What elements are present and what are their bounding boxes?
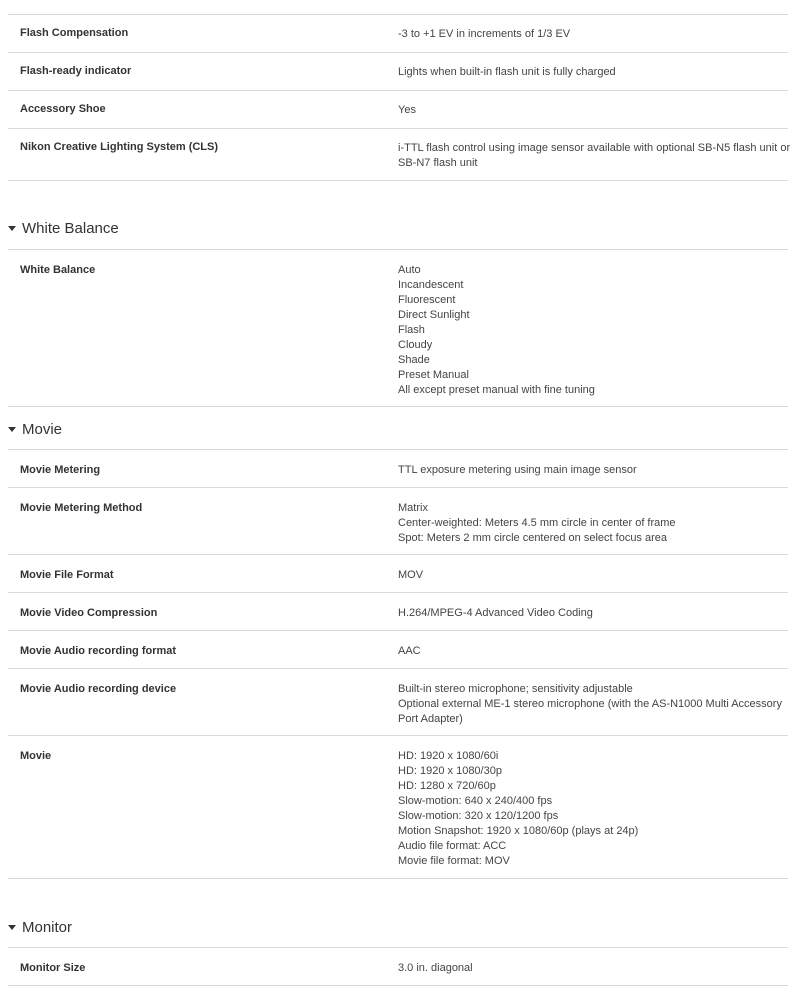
spec-value-line: TTL exposure metering using main image sensor	[398, 464, 637, 476]
spec-value-line: Movie file format: MOV	[398, 855, 510, 867]
spec-value	[398, 593, 768, 630]
spec-value-line: Motion Snapshot: 1920 x 1080/60p (plays at 24p)	[398, 825, 639, 837]
spec-label: Movie Audio recording format	[20, 645, 177, 657]
table-row	[8, 91, 788, 129]
table-row	[8, 15, 788, 53]
spec-value-line: Slow-motion: 640 x 240/400 fps	[398, 795, 553, 807]
spec-value-line: Optional external ME-1 stereo microphone (with the AS-N1000 Multi Accessory	[398, 698, 782, 710]
spec-label: Movie Metering	[20, 464, 101, 476]
spec-value-line: HD: 1920 x 1080/60i	[398, 750, 499, 762]
spec-value-line: Cloudy	[398, 339, 433, 351]
spec-value-line: Center-weighted: Meters 4.5 mm circle in center of frame	[398, 517, 676, 529]
spec-value-line: MOV	[398, 569, 424, 581]
spec-value-line: SB-N7 flash unit	[398, 157, 478, 169]
spec-label: Movie Video Compression	[20, 607, 158, 619]
table-row	[8, 555, 788, 593]
spec-value	[398, 129, 791, 180]
spec-value-line: Built-in stereo microphone; sensitivity adjustable	[398, 683, 633, 695]
spec-value-line: Port Adapter)	[398, 713, 463, 725]
section-title: White Balance	[22, 219, 119, 237]
movie-spec-table	[8, 450, 788, 879]
spec-value	[398, 555, 768, 592]
spec-value-line: Yes	[398, 104, 416, 116]
spec-label: Movie Audio recording device	[20, 683, 177, 695]
spec-value	[398, 15, 768, 52]
caret-down-icon	[8, 427, 16, 432]
spec-label: Movie File Format	[20, 569, 114, 581]
spec-label: Flash Compensation	[20, 27, 129, 39]
spec-value-line: Shade	[398, 354, 430, 366]
spec-value	[398, 488, 768, 554]
spec-value-line: H.264/MPEG-4 Advanced Video Coding	[398, 607, 593, 619]
spec-value-line: Slow-motion: 320 x 120/1200 fps	[398, 810, 559, 822]
spec-value-line: Audio file format: ACC	[398, 840, 507, 852]
spec-value	[398, 948, 768, 985]
spec-value-line: Incandescent	[398, 279, 464, 291]
spec-value	[398, 736, 768, 878]
spec-value	[398, 250, 768, 406]
table-row	[8, 736, 788, 879]
spec-value-line: i-TTL flash control using image sensor available with optional SB-N5 flash unit or	[398, 142, 791, 154]
spec-value	[398, 631, 768, 668]
spec-value-line: HD: 1920 x 1080/30p	[398, 765, 502, 777]
spec-value	[398, 91, 768, 128]
table-row	[8, 53, 788, 91]
section-header-movie[interactable]	[8, 418, 788, 440]
section-header-monitor[interactable]	[8, 916, 788, 938]
spec-value-line: Auto	[398, 264, 421, 276]
spec-value-line: Matrix	[398, 502, 428, 514]
monitor-spec-table	[8, 948, 788, 986]
spec-value-line: -3 to +1 EV in increments of 1/3 EV	[398, 28, 571, 40]
flash-spec-table	[8, 15, 791, 181]
caret-down-icon	[8, 925, 16, 930]
table-row	[8, 129, 791, 181]
spec-label: White Balance	[20, 264, 96, 276]
caret-down-icon	[8, 226, 16, 231]
spec-label: Monitor Size	[20, 962, 86, 974]
spec-value-line: Lights when built-in flash unit is fully charged	[398, 66, 616, 78]
table-row	[8, 669, 788, 736]
spec-value-line: 3.0 in. diagonal	[398, 962, 473, 974]
spec-value-line: Fluorescent	[398, 294, 456, 306]
spec-label: Movie	[20, 750, 52, 762]
spec-value-line: Flash	[398, 324, 425, 336]
spec-value	[398, 450, 768, 487]
table-row	[8, 450, 788, 488]
section-header-white-balance[interactable]	[8, 217, 788, 239]
table-row	[8, 488, 788, 555]
spec-label: Movie Metering Method	[20, 502, 143, 514]
spec-value-line: AAC	[398, 645, 421, 657]
white-balance-spec-table	[8, 250, 788, 407]
section-title: Monitor	[22, 918, 73, 936]
table-row	[8, 631, 788, 669]
table-row	[8, 250, 788, 407]
spec-label: Nikon Creative Lighting System (CLS)	[20, 141, 219, 153]
spec-value-line: Spot: Meters 2 mm circle centered on select focus area	[398, 532, 668, 544]
spec-value-line: All except preset manual with fine tuning	[398, 384, 595, 396]
spec-value-line: HD: 1280 x 720/60p	[398, 780, 496, 792]
section-title: Movie	[22, 420, 63, 438]
table-row	[8, 593, 788, 631]
spec-label: Flash-ready indicator	[20, 65, 132, 77]
table-row	[8, 948, 788, 986]
spec-label: Accessory Shoe	[20, 103, 106, 115]
spec-value	[398, 53, 768, 90]
spec-value	[398, 669, 782, 735]
spec-value-line: Preset Manual	[398, 369, 469, 381]
spec-value-line: Direct Sunlight	[398, 309, 470, 321]
